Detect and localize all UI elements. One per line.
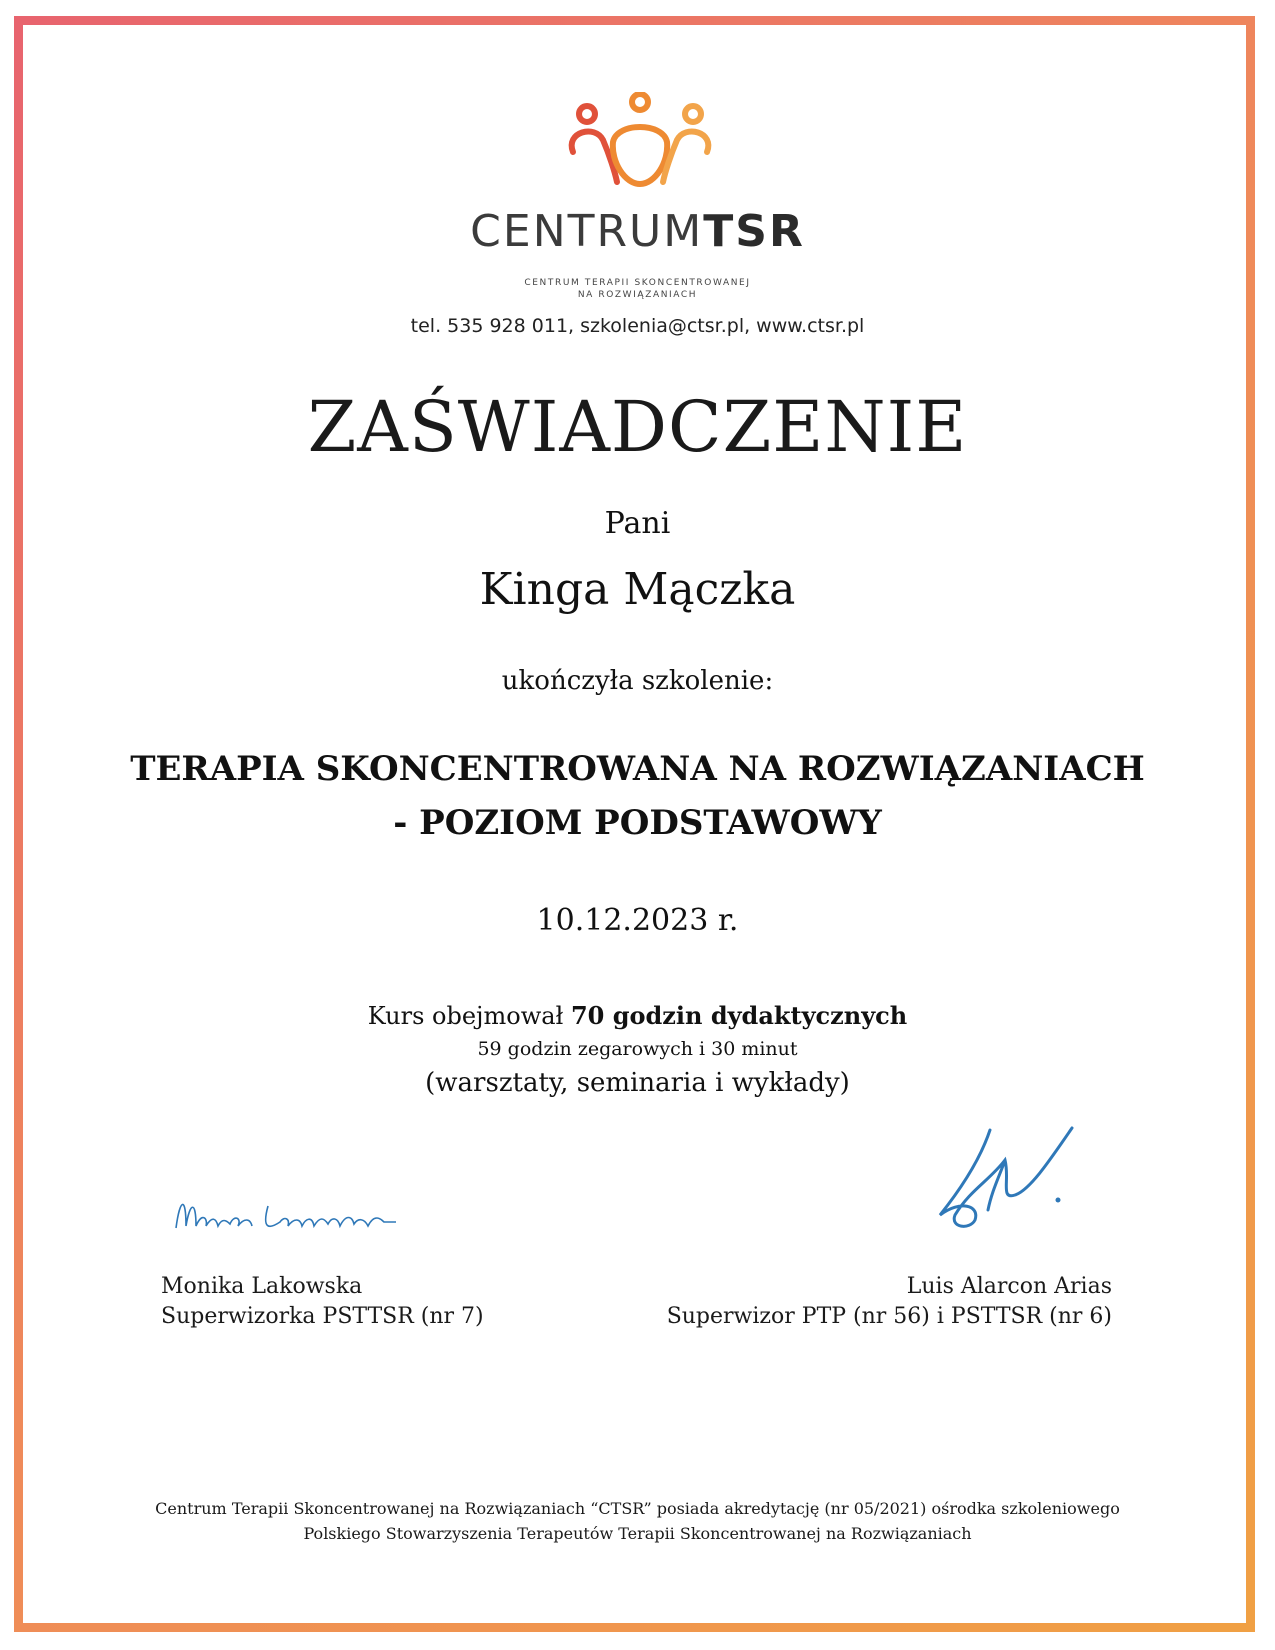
signer-left-role: Superwizorka PSTTSR (nr 7) (161, 1304, 484, 1329)
ctsr-logo-icon (555, 92, 725, 197)
brand-name (0, 206, 1275, 257)
logo-head-right (685, 106, 701, 122)
brand-name-bold: TSR (703, 206, 805, 257)
course-hours-bold: 70 godzin dydaktycznych (570, 1001, 908, 1030)
completed-text: ukończyła szkolenie: (501, 666, 774, 696)
certificate-title: ZAŚWIADCZENIE (307, 386, 968, 468)
clock-hours: 59 godzin zegarowych i 30 minut (477, 1038, 798, 1060)
signer-left (161, 1272, 484, 1332)
contact-info: tel. 535 928 011, szkolenia@ctsr.pl, www.ctsr.pl (410, 315, 865, 337)
brand-name-light: CENTRUM (470, 206, 704, 257)
course-hours (0, 1001, 1275, 1030)
salutation: Pani (604, 506, 671, 541)
signer-right (667, 1272, 1112, 1332)
signer-left-name: Monika Lakowska (161, 1274, 363, 1299)
footer-line1: Centrum Terapii Skoncentrowanej na Rozwiązaniach “CTSR” posiada akredytację (nr 05/2021) ośrodka szkoleniowego (155, 1499, 1120, 1518)
footer-line2: Polskiego Stowarzyszenia Terapeutów Terapii Skoncentrowanej na Rozwiązaniach (303, 1524, 972, 1543)
course-title (0, 742, 1275, 850)
signature-right-image (930, 1120, 1090, 1235)
logo-head-left (579, 106, 595, 122)
course-title-line1: TERAPIA SKONCENTROWANA NA ROZWIĄZANIACH (130, 749, 1145, 789)
accreditation-footer (0, 1496, 1275, 1546)
signer-right-name: Luis Alarcon Arias (906, 1274, 1112, 1299)
brand-subtitle-line2: NA ROZWIĄZANIACH (577, 290, 698, 300)
course-title-line2: - POZIOM PODSTAWOWY (393, 803, 882, 843)
logo-head-middle (632, 94, 648, 110)
signature-left-image (172, 1188, 402, 1238)
logo-figure-middle (613, 127, 667, 184)
recipient-name: Kinga Mączka (479, 564, 796, 615)
course-hours-prefix: Kurs obejmował (367, 1002, 571, 1030)
logo-figure-left (572, 131, 617, 182)
course-forms: (warsztaty, seminaria i wykłady) (425, 1068, 850, 1098)
logo-figure-right (663, 131, 708, 182)
brand-subtitle-line1: CENTRUM TERAPII SKONCENTROWANEJ (524, 278, 751, 288)
completion-date: 10.12.2023 r. (536, 903, 739, 938)
signer-right-role: Superwizor PTP (nr 56) i PSTTSR (nr 6) (666, 1304, 1112, 1329)
